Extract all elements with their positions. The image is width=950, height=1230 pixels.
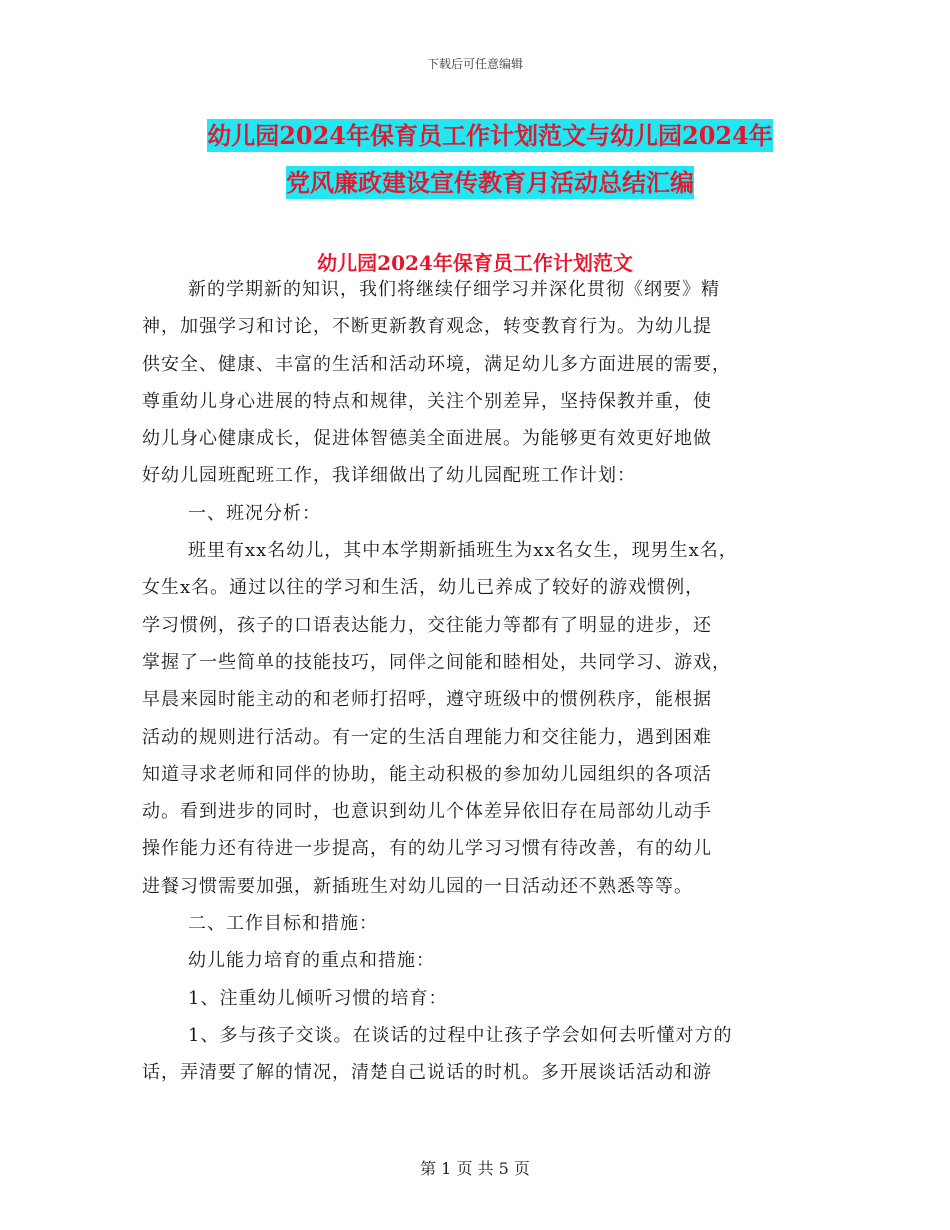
page-number-footer: 第 1 页 共 5 页 [420,1159,530,1178]
body-line: 1、注重幼儿倾听习惯的培育： [188,987,448,1009]
document-body [142,271,822,1092]
body-line: 话，弄清要了解的情况，清楚自己说话的时机。多开展谈话活动和游 [142,1062,712,1084]
body-line: 供安全、健康、丰富的生活和活动环境，满足幼儿多方面进展的需要， [142,353,731,375]
body-line: 活动的规则进行活动。有一定的生活自理能力和交往能力，遇到困难 [142,726,712,748]
body-line: 1、多与孩子交谈。在谈话的过程中让孩子学会如何去听懂对方的 [188,1024,733,1046]
title-line-2: 党风廉政建设宣传教育月活动总结汇编 [286,168,694,197]
body-line: 操作能力还有待进一步提高，有的幼儿学习习惯有待改善，有的幼儿 [142,838,712,860]
body-line: 神，加强学习和讨论，不断更新教育观念，转变教育行为。为幼儿提 [142,316,712,338]
page-header-note: 下载后可任意编辑 [426,57,523,71]
body-line: 动。看到进步的同时，也意识到幼儿个体差异依旧存在局部幼儿动手 [142,801,712,823]
body-line: 知道寻求老师和同伴的协助，能主动积极的参加幼儿园组织的各项活 [142,763,712,785]
body-line: 好幼儿园班配班工作，我详细做出了幼儿园配班工作计划： [142,465,636,487]
body-line: 掌握了一些简单的技能技巧，同伴之间能和睦相处，共同学习、游戏， [142,651,731,673]
body-line: 进餐习惯需要加强，新插班生对幼儿园的一日活动还不熟悉等等。 [142,875,693,897]
body-line: 早晨来园时能主动的和老师打招呼，遵守班级中的惯例秩序，能根据 [142,689,712,711]
body-line: 班里有xx名幼儿，其中本学期新插班生为xx名女生，现男生x名， [188,540,738,562]
body-line: 学习惯例，孩子的口语表达能力，交往能力等都有了明显的进步，还 [142,614,712,636]
body-line: 幼儿身心健康成长，促进体智德美全面进展。为能够更有效更好地做 [142,428,712,450]
section-heading-class-analysis: 一、班况分析： [188,502,321,524]
document-title [140,112,840,206]
body-line: 尊重幼儿身心进展的特点和规律，关注个别差异，坚持保教并重，使 [142,390,712,412]
body-line: 女生x名。通过以往的学习和生活，幼儿已养成了较好的游戏惯例， [142,577,705,599]
body-line: 幼儿能力培育的重点和措施： [188,950,435,972]
section-title: 幼儿园2024年保育员工作计划范文 [317,251,633,275]
section-heading-goals: 二、工作目标和措施： [188,913,378,935]
body-line: 新的学期新的知识，我们将继续仔细学习并深化贯彻《纲要》精 [188,279,720,300]
title-line-1: 幼儿园2024年保育员工作计划范文与幼儿园2024年 [207,121,773,150]
